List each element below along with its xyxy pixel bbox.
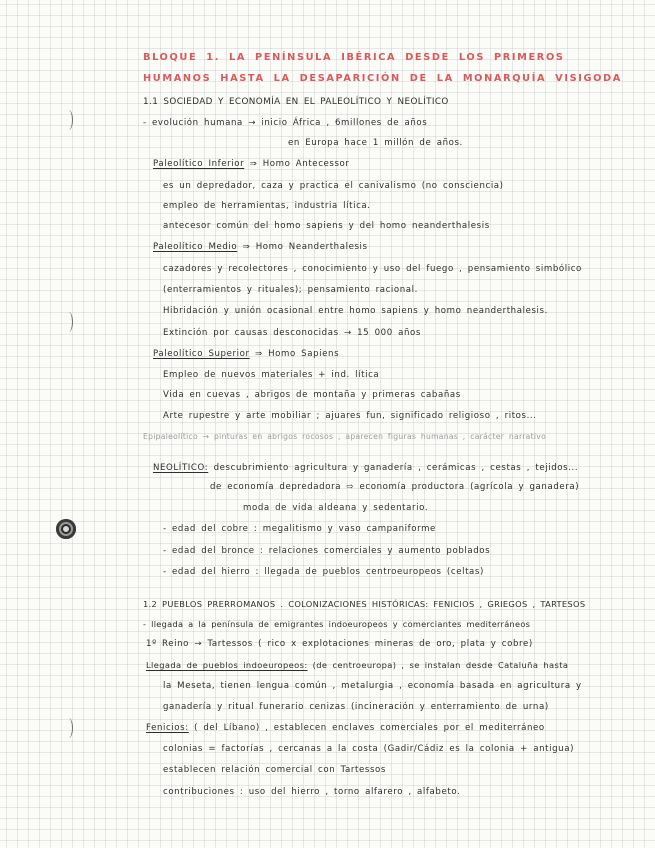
text-line: - llegada a la península de emigrantes indoeuropeos y comerciantes mediterráneos — [143, 619, 531, 629]
species-label: ⇒ Homo Antecessor — [249, 159, 350, 169]
neolitico-line — [153, 462, 578, 474]
text-line: - edad del cobre : megalitismo y vaso campaniforme — [163, 524, 436, 534]
text-line: Hibridación y unión ocasional entre homo sapiens y homo neanderthalesis. — [163, 306, 548, 316]
neolitico-heading: NEOLÍTICO: — [153, 463, 209, 473]
text-line: Empleo de nuevos materiales + ind. lítica — [163, 370, 380, 380]
title-line-1: BLOQUE 1. LA PENÍNSULA IBÉRICA DESDE LOS PRIMEROS — [143, 52, 565, 63]
text-line: establecen relación comercial con Tartessos — [163, 765, 386, 775]
heading-label: Paleolítico Medio — [153, 242, 238, 252]
paleolitico-inferior-heading — [153, 158, 350, 170]
text-line: es un depredador, caza y practica el canivalismo (no consciencia) — [163, 181, 504, 191]
species-label: ⇒ Homo Neanderthalesis — [242, 242, 368, 252]
text-line: Extinción por causas desconocidas → 15 000 años — [163, 328, 421, 338]
epipaleolitico-line: Epipaleolítico → pinturas en abrigos rocosos , aparecen figuras humanas , carácter narrativo — [143, 432, 547, 441]
text-line: cazadores y recolectores , conocimiento y uso del fuego , pensamiento simbólico — [163, 264, 582, 274]
indoeuropeos-text: (de centroeuropa) , se instalan desde Cataluña hasta — [312, 660, 569, 670]
text-line: antecesor común del homo sapiens y del homo neanderthalesis — [163, 221, 490, 231]
indoeuropeos-line — [146, 659, 568, 671]
text-line: 1º Reino → Tartessos ( rico x explotaciones mineras de oro, plata y cobre) — [146, 639, 533, 649]
fenicios-text: ( del Líbano) , establecen enclaves comerciales por el mediterráneo — [194, 723, 545, 733]
neolitico-text: descubrimiento agricultura y ganadería , cerámicas , cestas , tejidos... — [213, 463, 579, 473]
fenicios-heading: Fenicios: — [146, 723, 189, 733]
text-line: (enterramientos y rituales); pensamiento racional. — [163, 285, 418, 295]
binder-ring — [56, 519, 76, 539]
heading-label: Paleolítico Superior — [153, 349, 250, 359]
text-line: - edad del hierro : llegada de pueblos centroeuropeos (celtas) — [163, 567, 484, 577]
heading-label: Paleolítico Inferior — [153, 159, 245, 169]
text-line: la Meseta, tienen lengua común , metalurgia , economía basada en agricultura y — [163, 681, 582, 691]
text-line: - edad del bronce : relaciones comerciales y aumento poblados — [163, 546, 491, 556]
paleolitico-medio-heading — [153, 241, 368, 253]
text-line: en Europa hace 1 millón de años. — [288, 138, 463, 148]
text-line: ganadería y ritual funerario cenizas (incineración y enterramiento de urna) — [163, 702, 549, 712]
binder-hole — [58, 720, 74, 736]
text-line: Vida en cuevas , abrigos de montaña y primeras cabañas — [163, 390, 461, 400]
species-label: ⇒ Homo Sapiens — [254, 349, 340, 359]
text-line: empleo de herramientas, industria lítica. — [163, 201, 371, 211]
section-heading-1-2: 1.2 PUEBLOS PRERROMANOS . COLONIZACIONES HISTÓRICAS: FENICIOS , GRIEGOS , TARTESOS — [143, 599, 586, 609]
indoeuropeos-heading: Llegada de pueblos indoeuropeos: — [146, 660, 308, 670]
text-line: contribuciones : uso del hierro , torno alfarero , alfabeto. — [163, 787, 461, 797]
text-line: colonias = factorías , cercanas a la costa (Gadir/Cádiz es la colonia + antigua) — [163, 744, 575, 754]
text-line: de economía depredadora ⇨ economía productora (agrícola y ganadera) — [210, 482, 580, 492]
binder-hole — [58, 112, 74, 128]
text-line: moda de vida aldeana y sedentario. — [243, 503, 429, 513]
section-heading-1-1: 1.1 SOCIEDAD Y ECONOMÍA EN EL PALEOLÍTICO Y NEOLÍTICO — [143, 97, 449, 107]
binder-hole — [58, 314, 74, 330]
fenicios-line — [146, 722, 545, 734]
title-line-2: HUMANOS HASTA LA DESAPARICIÓN DE LA MONARQUÍA VISIGODA — [143, 73, 622, 84]
text-line: Arte rupestre y arte mobiliar ; ajuares fun, significado religioso , ritos... — [163, 411, 537, 421]
paleolitico-superior-heading — [153, 348, 339, 360]
text-line: - evolución humana → inicio África , 6millones de años — [143, 118, 428, 128]
